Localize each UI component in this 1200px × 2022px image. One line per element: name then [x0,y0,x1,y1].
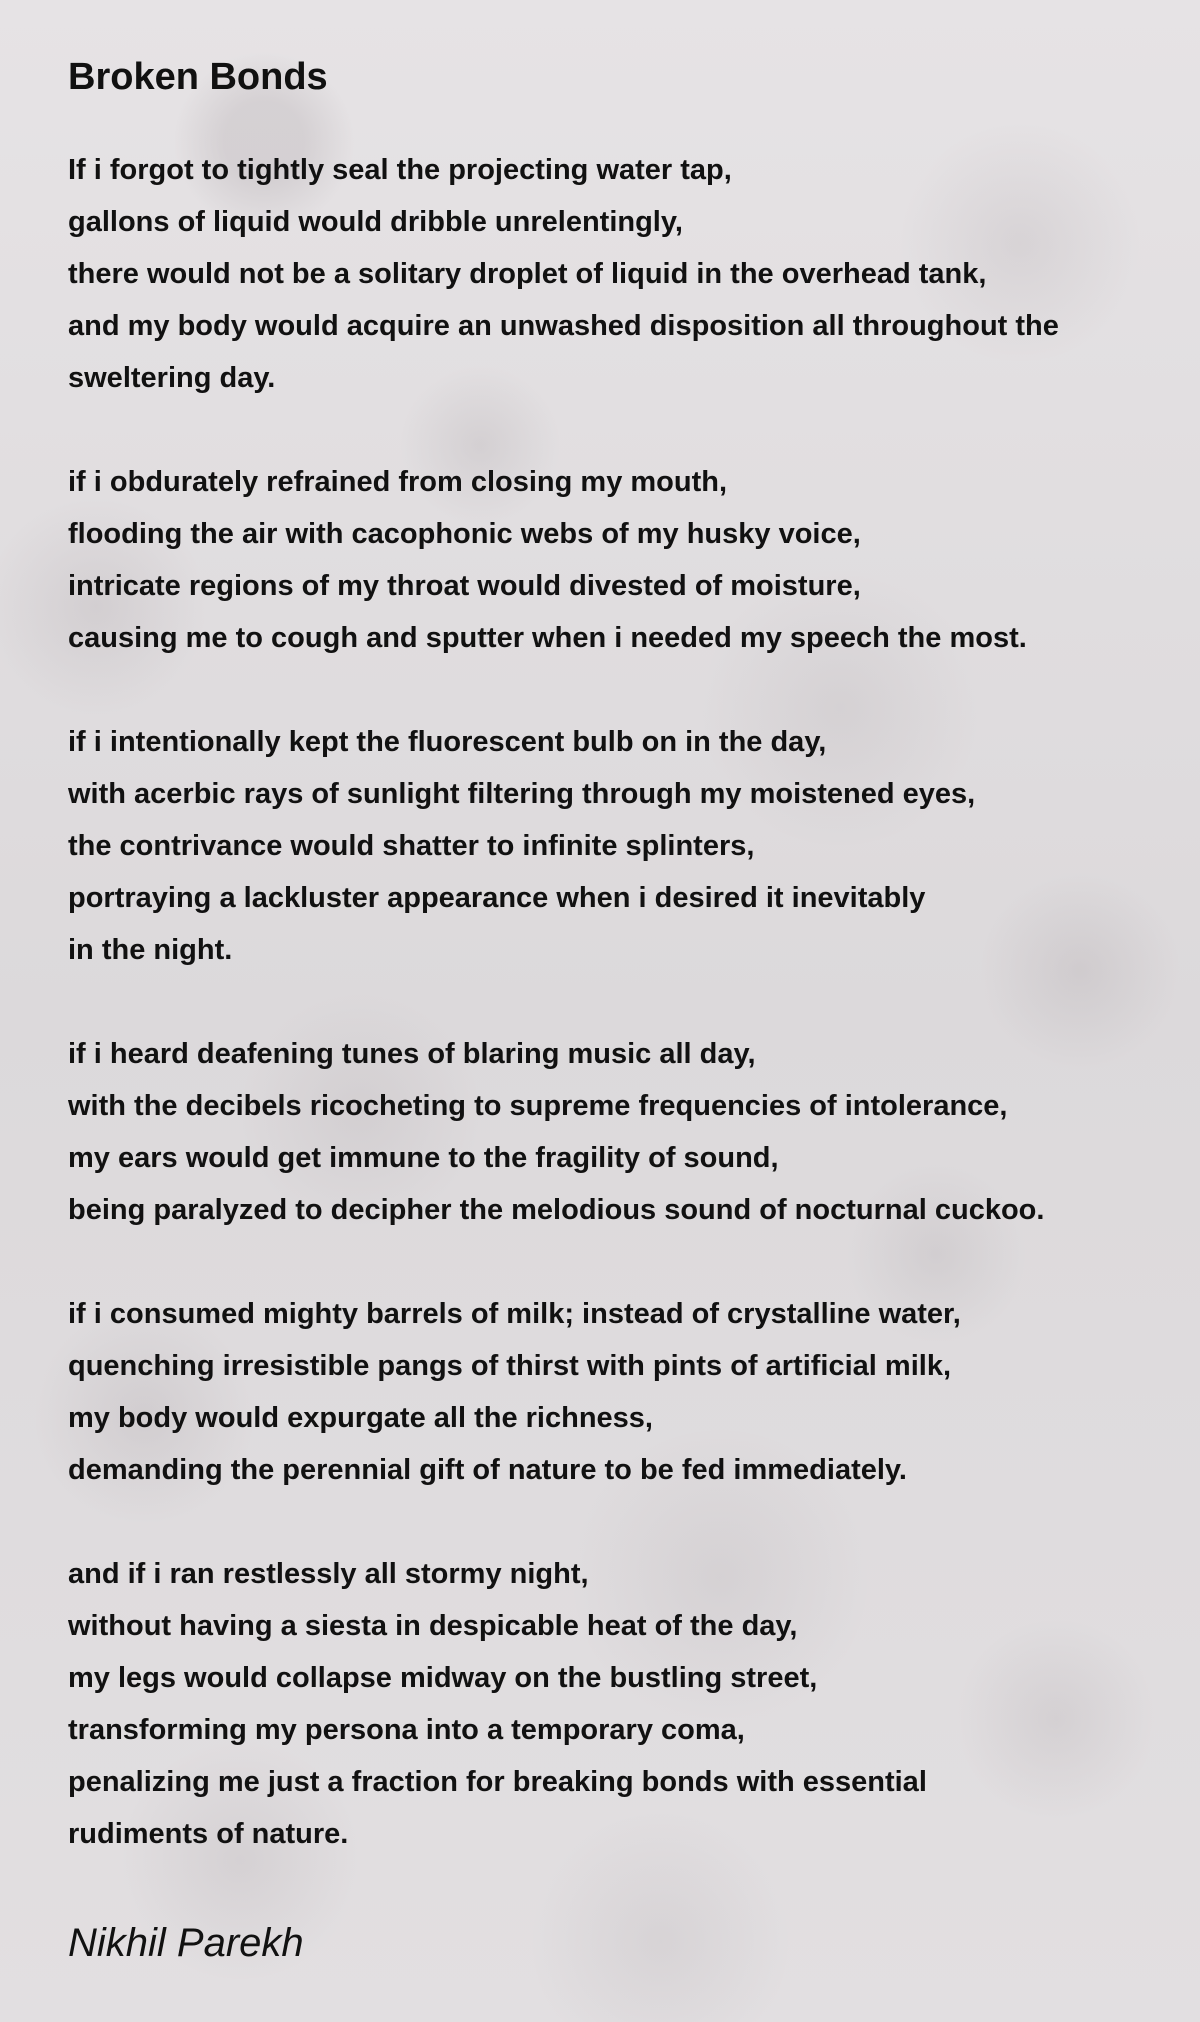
poem-line: there would not be a solitary droplet of liquid in the overhead tank, [68,258,987,290]
poem-line: if i intentionally kept the fluorescent bulb on in the day, [68,726,827,758]
poem-line: being paralyzed to decipher the melodious sound of nocturnal cuckoo. [68,1194,1045,1226]
poem-line: if i consumed mighty barrels of milk; instead of crystalline water, [68,1298,961,1330]
poem-container [68,50,1178,1912]
poem-line: If i forgot to tightly seal the projecting water tap, [68,154,732,186]
stanza-1 [68,144,1178,404]
poem-line: rudiments of nature. [68,1818,349,1850]
poem-line: penalizing me just a fraction for breaking bonds with essential [68,1766,927,1798]
poem-line: without having a siesta in despicable heat of the day, [68,1610,798,1642]
poem-line: sweltering day. [68,362,276,394]
poem-title: Broken Bonds [68,56,328,98]
poem-line: causing me to cough and sputter when i needed my speech the most. [68,622,1027,654]
stanza-4 [68,1028,1178,1236]
poem-line: my body would expurgate all the richness, [68,1402,653,1434]
poem-line: the contrivance would shatter to infinite splinters, [68,830,755,862]
poem-line: if i heard deafening tunes of blaring music all day, [68,1038,756,1070]
poem-line: demanding the perennial gift of nature to be fed immediately. [68,1454,907,1486]
poem-line: quenching irresistible pangs of thirst with pints of artificial milk, [68,1350,951,1382]
poem-line: in the night. [68,934,233,966]
poem-line: portraying a lackluster appearance when i desired it inevitably [68,882,926,914]
poem-line: and if i ran restlessly all stormy night, [68,1558,589,1590]
poem-author: Nikhil Parekh [68,1921,304,1965]
poem-line: my ears would get immune to the fragility of sound, [68,1142,779,1174]
poem-line: my legs would collapse midway on the bustling street, [68,1662,818,1694]
poem-line: flooding the air with cacophonic webs of my husky voice, [68,518,861,550]
stanza-3 [68,716,1178,976]
poem-line: if i obdurately refrained from closing my mouth, [68,466,728,498]
poem-line: transforming my persona into a temporary coma, [68,1714,745,1746]
stanza-5 [68,1288,1178,1496]
poem-line: with the decibels ricocheting to supreme frequencies of intolerance, [68,1090,1008,1122]
poem-line: intricate regions of my throat would divested of moisture, [68,570,861,602]
stanza-6 [68,1548,1178,1860]
poem-line: and my body would acquire an unwashed disposition all throughout the [68,310,1059,342]
poem-line: gallons of liquid would dribble unrelentingly, [68,206,683,238]
stanza-2 [68,456,1178,664]
poem-line: with acerbic rays of sunlight filtering through my moistened eyes, [68,778,976,810]
